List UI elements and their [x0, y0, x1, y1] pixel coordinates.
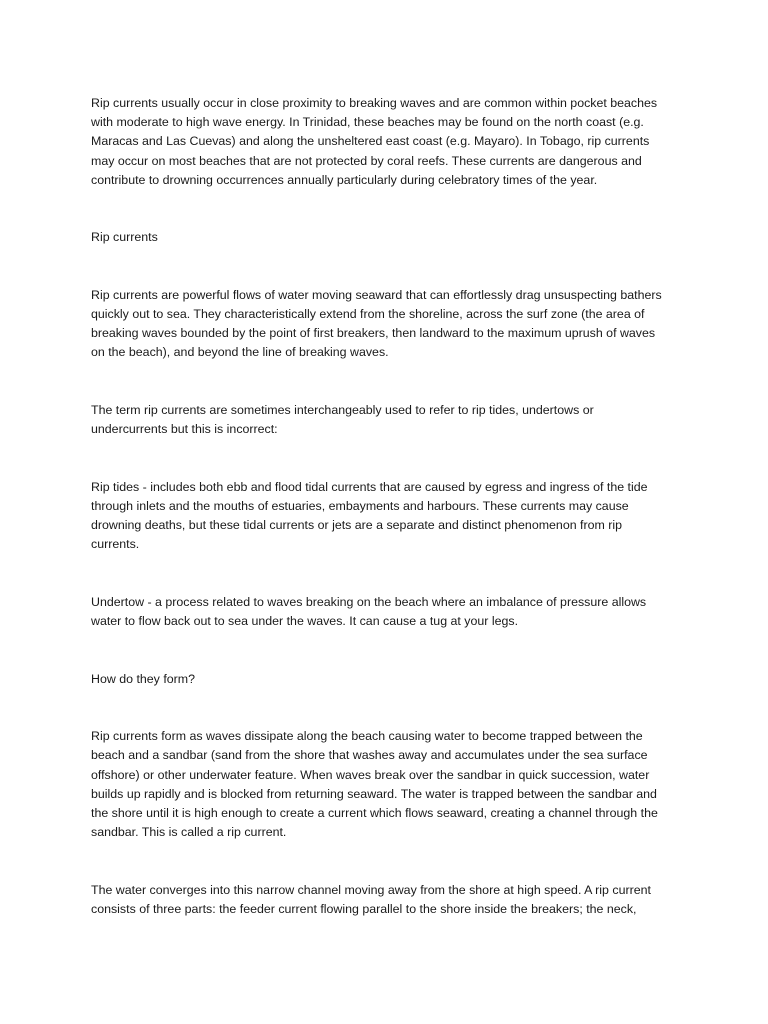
text-line: with moderate to high wave energy. In Trinidad, these beaches may be found on the north coast (e.g. — [91, 115, 644, 130]
text-line: Undertow - a process related to waves breaking on the beach where an imbalance of pressure allows — [91, 594, 647, 609]
text-line: builds up rapidly and is blocked from returning seaward. The water is trapped between the sandbar and — [91, 786, 657, 801]
text-line: Rip currents form as waves dissipate along the beach causing water to become trapped between the — [91, 729, 643, 744]
text-line: Rip tides - includes both ebb and flood tidal currents that are caused by egress and ingress of the tide — [91, 479, 648, 494]
heading-rip-currents — [91, 228, 691, 247]
paragraph-formation — [91, 727, 691, 842]
text-line: drowning deaths, but these tidal currents or jets are a separate and distinct phenomenon from rip — [91, 518, 623, 533]
heading-how-do-they-form — [91, 670, 691, 689]
text-line: on the beach), and beyond the line of breaking waves. — [91, 345, 389, 360]
paragraph-intro — [91, 94, 691, 190]
text-line: The term rip currents are sometimes interchangeably used to refer to rip tides, undertows or — [91, 403, 594, 418]
text-line: Rip currents are powerful flows of water moving seaward that can effortlessly drag unsuspecting bathers — [91, 287, 662, 302]
paragraph-undertow — [91, 593, 691, 631]
paragraph-terminology — [91, 401, 691, 439]
paragraph-channel — [91, 881, 691, 919]
text-line: quickly out to sea. They characteristically extend from the shoreline, across the surf zone (the area of — [91, 307, 645, 322]
text-line: undercurrents but this is incorrect: — [91, 422, 278, 437]
text-line: through inlets and the mouths of estuaries, embayments and harbours. These currents may cause — [91, 499, 629, 513]
text-line: sandbar. This is called a rip current. — [91, 825, 287, 840]
text-line: Rip currents usually occur in close proximity to breaking waves and are common within pocket beaches — [91, 96, 658, 110]
text-line: currents. — [91, 537, 140, 552]
text-line: the shore until it is high enough to create a current which flows seaward, creating a channel through the — [91, 806, 658, 821]
text-line: How do they form? — [91, 671, 195, 686]
text-line: breaking waves bounded by the point of first breakers, then landward to the maximum uprush of waves — [91, 326, 656, 341]
text-line: Rip currents — [91, 230, 158, 245]
paragraph-rip-tides — [91, 478, 691, 555]
text-line: consists of three parts: the feeder current flowing parallel to the shore inside the breakers; the neck, — [91, 902, 637, 916]
text-line: may occur on most beaches that are not protected by coral reefs. These currents are dangerous and — [91, 153, 642, 168]
text-line: The water converges into this narrow channel moving away from the shore at high speed. A rip current — [91, 882, 651, 897]
text-line: offshore) or other underwater feature. When waves break over the sandbar in quick succession, water — [91, 767, 650, 782]
text-line: water to flow back out to sea under the waves. It can cause a tug at your legs. — [91, 614, 519, 629]
text-line: contribute to drowning occurrences annually particularly during celebratory times of the year. — [91, 172, 598, 187]
document-body — [91, 94, 691, 958]
text-line: Maracas and Las Cuevas) and along the unsheltered east coast (e.g. Mayaro). In Tobago, rip currents — [91, 134, 650, 149]
paragraph-definition — [91, 286, 691, 363]
text-line: beach and a sandbar (sand from the shore that washes away and accumulates under the sea surface — [91, 748, 648, 763]
